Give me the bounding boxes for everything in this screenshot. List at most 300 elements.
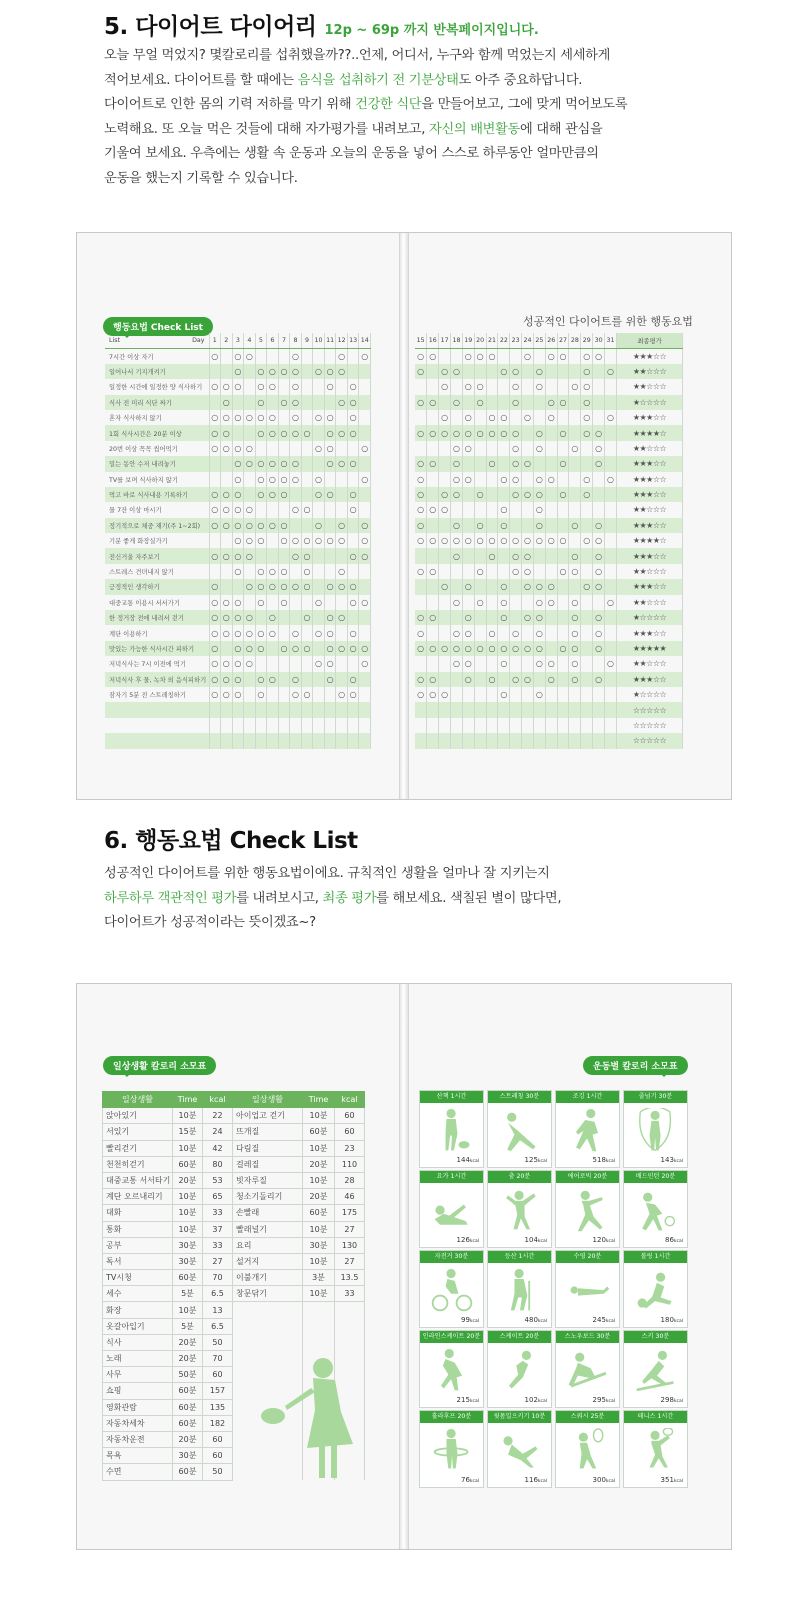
check-circle: ○ [347, 625, 359, 640]
day-number: 27 [557, 333, 569, 348]
check-circle: ○ [486, 456, 498, 471]
activity-kcal: 27 [203, 1253, 233, 1269]
check-circle: ○ [462, 533, 474, 548]
highlight-text: 하루하루 객관적인 평가 [104, 890, 237, 906]
check-circle: ○ [244, 641, 256, 656]
day-number: 7 [278, 333, 290, 348]
check-circle: ○ [232, 641, 244, 656]
checklist-item: 맛있는 가능한 식사시간 피하기 [105, 641, 209, 656]
check-circle: ○ [221, 610, 233, 625]
check-circle: ○ [498, 610, 510, 625]
checklist-item [105, 733, 209, 748]
check-circle: ○ [605, 472, 617, 487]
check-circle: ○ [359, 472, 371, 487]
snowboard-icon [566, 1348, 610, 1394]
kcal-header-row [103, 1092, 365, 1108]
exercise-card [487, 1090, 552, 1168]
check-circle: ○ [533, 502, 545, 517]
kcal-value: 120 [592, 1236, 606, 1244]
checklist-item: 식사 전 미리 식단 짜기 [105, 395, 209, 410]
activity-time: 10분 [173, 1108, 203, 1124]
checklist-row [105, 456, 371, 471]
check-circle: ○ [533, 610, 545, 625]
check-circle: ○ [324, 533, 336, 548]
day-label: Day [192, 336, 205, 344]
check-circle: ○ [581, 425, 593, 440]
star-rating: ★★★☆☆ [617, 410, 683, 425]
activity-name: 공부 [103, 1237, 173, 1253]
activity-kcal: 80 [203, 1156, 233, 1172]
star-rating: ★★★☆☆ [617, 672, 683, 687]
activity-name: 통화 [103, 1221, 173, 1237]
dog-walk-icon [430, 1108, 474, 1154]
activity-time [303, 1302, 335, 1318]
check-circle: ○ [415, 533, 427, 548]
activity-kcal [335, 1302, 365, 1318]
checklist-row [415, 379, 683, 394]
exercise-kcal [593, 1236, 615, 1244]
check-circle: ○ [545, 533, 557, 548]
kcal-unit: kcal [605, 1319, 615, 1324]
final-rating-header: 최종평가 [617, 333, 683, 348]
activity-kcal [335, 1334, 365, 1350]
check-circle: ○ [290, 641, 302, 656]
check-circle: ○ [415, 487, 427, 502]
check-circle: ○ [255, 595, 267, 610]
section5-line [104, 93, 744, 118]
kcal-unit: kcal [537, 1319, 547, 1324]
day-number: 14 [359, 333, 371, 348]
check-circle: ○ [522, 548, 534, 563]
exercise-card [623, 1410, 688, 1488]
check-circle: ○ [486, 641, 498, 656]
check-circle: ○ [232, 672, 244, 687]
checklist-row [415, 425, 683, 440]
check-circle: ○ [324, 379, 336, 394]
check-circle: ○ [522, 610, 534, 625]
activity-time: 20분 [173, 1334, 203, 1350]
section6-line [104, 911, 744, 936]
check-circle: ○ [522, 533, 534, 548]
check-circle: ○ [557, 425, 569, 440]
checklist-row [105, 533, 371, 548]
check-circle: ○ [232, 656, 244, 671]
star-rating: ★★★☆☆ [617, 579, 683, 594]
check-circle: ○ [347, 641, 359, 656]
check-circle: ○ [451, 364, 463, 379]
day-number: 10 [313, 333, 325, 348]
check-circle: ○ [232, 687, 244, 702]
check-circle: ○ [209, 672, 221, 687]
check-circle: ○ [510, 625, 522, 640]
check-circle: ○ [593, 441, 605, 456]
activity-kcal: 70 [203, 1351, 233, 1367]
star-rating: ★★☆☆☆ [617, 564, 683, 579]
kcal-header: Time [303, 1092, 335, 1108]
exercise-kcal [457, 1396, 479, 1404]
check-circle: ○ [510, 441, 522, 456]
activity-kcal: 6.5 [203, 1318, 233, 1334]
kcal-value: 518 [592, 1156, 606, 1164]
day-number: 24 [522, 333, 534, 348]
ski-icon [634, 1348, 678, 1394]
check-circle: ○ [593, 625, 605, 640]
check-circle: ○ [451, 456, 463, 471]
kcal-row [103, 1221, 365, 1237]
day-label-cell [105, 333, 209, 348]
checklist-row [415, 672, 683, 687]
exercise-label: 훌라후프 20분 [420, 1411, 483, 1423]
activity-name: 계단 오르내리기 [103, 1189, 173, 1205]
badminton-woman-icon [257, 1352, 367, 1482]
check-circle: ○ [533, 625, 545, 640]
check-circle: ○ [593, 518, 605, 533]
check-circle: ○ [232, 487, 244, 502]
activity-kcal: 27 [335, 1221, 365, 1237]
star-rating: ★★☆☆☆ [617, 502, 683, 517]
star-rating: ★☆☆☆☆ [617, 687, 683, 702]
check-circle: ○ [267, 487, 279, 502]
activity-name: 목욕 [103, 1448, 173, 1464]
body-text: 오늘 무얼 먹었지? 몇칼로리를 섭취했을까??..언제, 어디서, 누구와 함께 먹었는지 세세하게 [104, 48, 611, 63]
star-rating: ★★★☆☆ [617, 348, 683, 363]
check-circle: ○ [359, 595, 371, 610]
activity-name: 자동차세차 [103, 1415, 173, 1431]
check-circle: ○ [533, 533, 545, 548]
check-circle: ○ [486, 625, 498, 640]
check-circle: ○ [474, 425, 486, 440]
section6-line [104, 887, 744, 912]
check-circle: ○ [510, 395, 522, 410]
check-circle: ○ [581, 364, 593, 379]
star-rating: ★★★☆☆ [617, 472, 683, 487]
check-circle: ○ [462, 641, 474, 656]
activity-kcal: 23 [335, 1140, 365, 1156]
check-circle: ○ [462, 579, 474, 594]
body-text: 기울여 보세요. 우측에는 생활 속 운동과 오늘의 운동을 넣어 스스로 하루동안 얼마만큼의 [104, 146, 599, 161]
check-circle: ○ [581, 410, 593, 425]
check-circle: ○ [533, 595, 545, 610]
activity-name: 사무 [103, 1367, 173, 1383]
check-circle: ○ [581, 348, 593, 363]
check-circle: ○ [221, 410, 233, 425]
check-circle: ○ [255, 687, 267, 702]
check-circle: ○ [347, 410, 359, 425]
check-circle: ○ [427, 425, 439, 440]
kcal-value: 215 [456, 1396, 470, 1404]
exercise-label: 에어로빅 20분 [556, 1171, 619, 1183]
exercise-card [487, 1330, 552, 1408]
check-circle: ○ [605, 364, 617, 379]
activity-kcal: 110 [335, 1156, 365, 1172]
activity-kcal: 28 [335, 1172, 365, 1188]
exercise-card [623, 1250, 688, 1328]
exercise-card [555, 1090, 620, 1168]
check-circle: ○ [347, 425, 359, 440]
calorie-spread-image [76, 983, 732, 1550]
day-number: 13 [347, 333, 359, 348]
kcal-unit: kcal [605, 1159, 615, 1164]
check-circle: ○ [267, 456, 279, 471]
checklist-row [415, 579, 683, 594]
check-circle: ○ [522, 456, 534, 471]
check-circle: ○ [336, 518, 348, 533]
check-circle: ○ [533, 656, 545, 671]
activity-kcal: 70 [203, 1270, 233, 1286]
check-circle: ○ [244, 441, 256, 456]
activity-kcal: 60 [203, 1431, 233, 1447]
check-circle: ○ [533, 364, 545, 379]
body-text: 를 내려보시고, [236, 890, 323, 906]
check-circle: ○ [533, 687, 545, 702]
check-circle: ○ [336, 579, 348, 594]
kcal-row [103, 1189, 365, 1205]
check-circle: ○ [533, 379, 545, 394]
activity-kcal: 33 [335, 1286, 365, 1302]
check-circle: ○ [267, 410, 279, 425]
activity-name: 빨래널기 [233, 1221, 303, 1237]
check-circle: ○ [439, 364, 451, 379]
exercise-label: 수영 20분 [556, 1251, 619, 1263]
check-circle: ○ [244, 625, 256, 640]
check-circle: ○ [593, 641, 605, 656]
check-circle: ○ [301, 502, 313, 517]
kcal-unit: kcal [673, 1479, 683, 1484]
exercise-card [487, 1170, 552, 1248]
check-circle: ○ [545, 348, 557, 363]
check-circle: ○ [347, 579, 359, 594]
kcal-unit: kcal [673, 1399, 683, 1404]
exercise-card [487, 1250, 552, 1328]
kcal-unit: kcal [537, 1159, 547, 1164]
activity-name: 대화 [103, 1205, 173, 1221]
check-circle: ○ [359, 656, 371, 671]
activity-kcal: 50 [203, 1464, 233, 1480]
checklist-item: 계단 이용하기 [105, 625, 209, 640]
check-circle: ○ [569, 610, 581, 625]
exercise-card [555, 1410, 620, 1488]
check-circle: ○ [569, 441, 581, 456]
jogging-icon [566, 1108, 610, 1154]
check-circle: ○ [267, 564, 279, 579]
checklist-item: 1회 식사시간은 20분 이상 [105, 425, 209, 440]
day-number: 25 [533, 333, 545, 348]
check-circle: ○ [569, 656, 581, 671]
check-circle: ○ [232, 456, 244, 471]
activity-name: 세수 [103, 1286, 173, 1302]
activity-name: 창문닦기 [233, 1286, 303, 1302]
check-circle: ○ [347, 548, 359, 563]
exercise-label: 스노우보드 30분 [556, 1331, 619, 1343]
check-circle: ○ [581, 579, 593, 594]
exercise-label: 스케이트 20분 [488, 1331, 551, 1343]
check-circle: ○ [593, 425, 605, 440]
check-circle: ○ [267, 425, 279, 440]
check-circle: ○ [290, 379, 302, 394]
activity-time: 20분 [173, 1351, 203, 1367]
kcal-unit: kcal [537, 1479, 547, 1484]
check-circle: ○ [581, 533, 593, 548]
check-circle: ○ [290, 456, 302, 471]
kcal-value: 180 [660, 1316, 674, 1324]
check-circle: ○ [605, 410, 617, 425]
checklist-row [415, 487, 683, 502]
check-circle: ○ [301, 579, 313, 594]
activity-kcal: 175 [335, 1205, 365, 1221]
checklist-item: 정기적으로 체중 재기(주 1~2회) [105, 518, 209, 533]
check-circle: ○ [209, 425, 221, 440]
checklist-item: 저녁식사 후 물, 녹차 외 음식피하기 [105, 672, 209, 687]
section-5-subtitle: 12p ~ 69p 까지 반복페이지입니다. [324, 23, 539, 38]
check-circle: ○ [474, 564, 486, 579]
check-circle: ○ [290, 548, 302, 563]
book-spine [399, 984, 409, 1549]
check-circle: ○ [232, 472, 244, 487]
check-circle: ○ [290, 687, 302, 702]
kcal-unit: kcal [605, 1399, 615, 1404]
exercise-label: 스트레칭 30분 [488, 1091, 551, 1103]
check-circle: ○ [324, 579, 336, 594]
check-circle: ○ [359, 518, 371, 533]
check-circle: ○ [451, 472, 463, 487]
check-circle: ○ [232, 348, 244, 363]
check-circle: ○ [474, 487, 486, 502]
check-circle: ○ [278, 425, 290, 440]
check-circle: ○ [498, 533, 510, 548]
highlight-text: 건강한 식단 [355, 97, 422, 112]
exercise-label: 인라인스케이트 20분 [420, 1331, 483, 1343]
check-circle: ○ [427, 610, 439, 625]
checklist-row [105, 410, 371, 425]
check-circle: ○ [278, 487, 290, 502]
check-circle: ○ [267, 625, 279, 640]
activity-kcal: 60 [335, 1124, 365, 1140]
checklist-row [105, 718, 371, 733]
day-number: 3 [232, 333, 244, 348]
check-circle: ○ [347, 595, 359, 610]
check-circle: ○ [522, 641, 534, 656]
checklist-item: 스트레스 견뎌내지 않기 [105, 564, 209, 579]
check-circle: ○ [439, 487, 451, 502]
star-rating: ☆☆☆☆☆ [617, 733, 683, 748]
checklist-item: 혼자 식사하지 않기 [105, 410, 209, 425]
activity-name: 빨리걷기 [103, 1140, 173, 1156]
checklist-row [105, 487, 371, 502]
kcal-unit: kcal [469, 1479, 479, 1484]
check-circle: ○ [451, 425, 463, 440]
exercise-kcal [525, 1396, 547, 1404]
check-circle: ○ [244, 502, 256, 517]
exercise-kcal [593, 1156, 615, 1164]
check-circle: ○ [336, 456, 348, 471]
check-circle: ○ [451, 441, 463, 456]
kcal-unit: kcal [537, 1399, 547, 1404]
checklist-item: 7시간 이상 자기 [105, 348, 209, 363]
exercise-card [623, 1330, 688, 1408]
check-circle: ○ [336, 610, 348, 625]
activity-kcal: 33 [203, 1205, 233, 1221]
kcal-row [103, 1253, 365, 1269]
check-circle: ○ [221, 548, 233, 563]
list-label: List [109, 336, 121, 344]
star-rating: ★★☆☆☆ [617, 441, 683, 456]
check-circle: ○ [347, 456, 359, 471]
header-row [415, 333, 683, 348]
activity-kcal: 37 [203, 1221, 233, 1237]
check-circle: ○ [313, 487, 325, 502]
check-circle: ○ [232, 379, 244, 394]
checklist-row [415, 410, 683, 425]
check-circle: ○ [244, 456, 256, 471]
check-circle: ○ [290, 672, 302, 687]
exercise-kcal [525, 1156, 547, 1164]
check-circle: ○ [301, 641, 313, 656]
check-circle: ○ [313, 518, 325, 533]
checklist-row [415, 441, 683, 456]
kcal-row [103, 1318, 365, 1334]
check-circle: ○ [221, 656, 233, 671]
checklist-row [105, 425, 371, 440]
checklist-item: 한 정거장 전에 내려서 걷기 [105, 610, 209, 625]
kcal-value: 245 [592, 1316, 606, 1324]
activity-time: 10분 [173, 1140, 203, 1156]
check-circle: ○ [232, 595, 244, 610]
check-circle: ○ [267, 672, 279, 687]
activity-name: 뜨개질 [233, 1124, 303, 1140]
body-text: 를 해보세요. 색칠된 별이 많다면, [376, 890, 562, 906]
check-circle: ○ [209, 641, 221, 656]
checklist-item: 저녁식사는 7시 이전에 먹기 [105, 656, 209, 671]
checklist-row [105, 364, 371, 379]
check-circle: ○ [593, 548, 605, 563]
kcal-value: 86 [664, 1236, 674, 1244]
star-rating: ☆☆☆☆☆ [617, 702, 683, 717]
kcal-row [103, 1156, 365, 1172]
activity-time: 50분 [173, 1367, 203, 1383]
checklist-right-title: 성공적인 다이어트를 위한 행동요법 [523, 315, 693, 328]
checklist-row [415, 610, 683, 625]
check-circle: ○ [498, 518, 510, 533]
check-circle: ○ [498, 502, 510, 517]
check-circle: ○ [593, 610, 605, 625]
kcal-value: 144 [456, 1156, 470, 1164]
check-circle: ○ [255, 487, 267, 502]
daily-calorie-pill: 일상생활 칼로리 소모표 [103, 1056, 216, 1075]
activity-time: 15분 [173, 1124, 203, 1140]
check-circle: ○ [462, 410, 474, 425]
checklist-item [105, 718, 209, 733]
checklist-row [105, 395, 371, 410]
check-circle: ○ [278, 595, 290, 610]
check-circle: ○ [415, 564, 427, 579]
check-circle: ○ [209, 410, 221, 425]
hula-hoop-icon [430, 1428, 474, 1474]
check-circle: ○ [232, 625, 244, 640]
check-circle: ○ [427, 672, 439, 687]
activity-name: 옷갈아입기 [103, 1318, 173, 1334]
kcal-value: 300 [592, 1476, 606, 1484]
check-circle: ○ [278, 456, 290, 471]
activity-kcal: 24 [203, 1124, 233, 1140]
exercise-kcal [665, 1236, 683, 1244]
check-circle: ○ [290, 395, 302, 410]
checklist-row [415, 733, 683, 748]
check-circle: ○ [451, 533, 463, 548]
kcal-header: kcal [203, 1092, 233, 1108]
activity-time: 10분 [303, 1253, 335, 1269]
exercise-kcal [525, 1476, 547, 1484]
activity-kcal: 13 [203, 1302, 233, 1318]
